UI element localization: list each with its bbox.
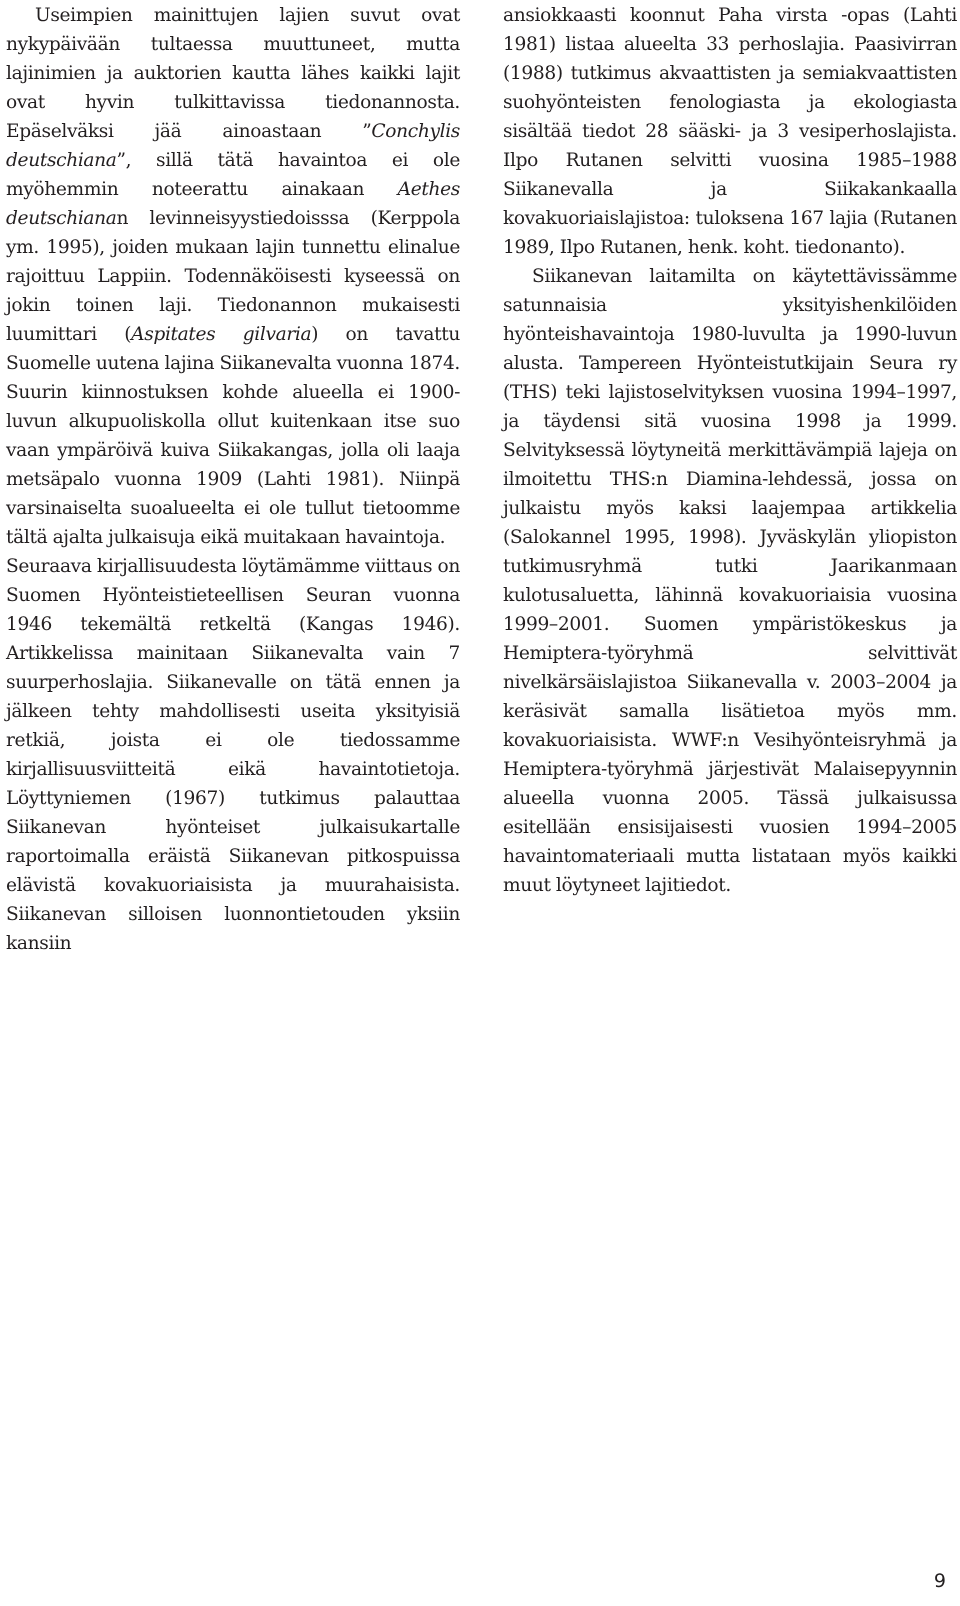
species-name-aspitates: Aspitates gilvaria	[131, 324, 312, 345]
paragraph-siikakangas: Suurin kiinnostuksen kohde alueella ei 1900-luvun alkupuoliskolla ollut kuitenkaan itse suo vaan ympäröivä kuiva Siikakangas, jolla oli laaja metsäpalo vuonna 1909 (Lahti 1981). Niinpä varsinaiselta suoalueelta ei ole tullut tietoomme tältä ajalta julkaisuja eikä muitakaan havaintoja.	[6, 382, 460, 548]
species-name-conchylis: Conchylis deutschiana	[6, 121, 460, 171]
paragraph-recent-surveys: Siikanevan laitamilta on käytettävissämme satunnaisia yksityishenkilöiden hyönteishavaintoja 1980-luvulta ja 1990-luvun alusta. Tampereen Hyönteistutkijain Seura ry (THS) teki lajistoselvityksen vuosina 1994–1997, ja täydensi sitä vuosina 1998 ja 1999. Selvityksessä löytyneitä merkittävämpiä lajeja on ilmoitettu THS:n Diamina-lehdessä, jossa on julkaistu myös kaksi laajempaa artikkelia (Salokannel 1995, 1998). Jyväskylän yliopiston tutkimusryhmä tutki Jaarikanmaan kulotusaluetta, lähinnä kovakuoriaisia vuosina 1999–2001. Suomen ympäristökeskus ja Hemiptera-työryhmä selvittivät nivelkärsäislajistoa Siikanevalla v. 2003–2004 ja keräsivät samalla lisätietoa myös mm. kovakuoriaisista. WWF:n Vesihyönteisryhmä ja Hemiptera-työryhmä järjestivät Malaisepyynnin alueella vuonna 2005. Tässä julkaisussa esitellään ensisijaisesti vuosien 1994–2005 havaintomateriaali mutta listataan myös kaikki muut löytyneet lajitiedot.	[503, 266, 957, 896]
paragraph-literature: Seuraava kirjallisuudesta löytämämme viittaus on Suomen Hyönteistieteellisen Seuran vuonna 1946 tekemältä retkeltä (Kangas 1946). Artikkelissa mainitaan Siikanevalta vain 7 suurperhoslajia. Siikanevalle on tätä ennen ja jälkeen tehty mahdollisesti useita yksityisiä retkiä, joista ei ole tiedossamme kirjallisuusviitteitä eikä havaintotietoja. Löyttyniemen (1967) tutkimus palauttaa Siikanevan hyönteiset julkaisukartalle raportoimalla eräistä Siikanevan pitkospuissa elävistä kovakuoriaisista ja muurahaisista. Siikanevan silloisen luonnontietouden yksiin kansiin	[6, 556, 460, 954]
paragraph-species-notes: Useimpien mainittujen lajien suvut ovat nykypäivään tultaessa muuttuneet, mutta lajinimien ja auktorien kautta lähes kaikki lajit ovat hyvin tulkittavissa tiedonannosta. Epäselväksi jää ainoastaan ”Conchylis deutschiana”, sillä tätä havaintoa ei ole myöhemmin noteerattu ainakaan Aethes deutschianan levinneisyystiedoisssa (Kerppola ym. 1995), joiden mukaan lajin tunnettu elinalue rajoittuu Lappiin. Todennäköisesti kyseessä on jokin toinen laji. Tiedonannon mukaisesti luumittari (Aspitates gilvaria) on tavattu Suomelle uutena lajina Siikanevalta vuonna 1874.	[6, 5, 460, 374]
species-name-aethes: Aethes deutschiana	[6, 179, 460, 229]
right-column	[503, 1, 957, 900]
page-number: 9	[933, 1570, 946, 1592]
paragraph-paha-virsta: ansiokkaasti koonnut Paha virsta -opas (Lahti 1981) listaa alueelta 33 perhoslajia. Paasivirran (1988) tutkimus akvaattisten ja semiakvaattisten suohyönteisten fenologiasta ja ekologiasta sisältää tiedot 28 sääski- ja 3 vesiperhoslajista. Ilpo Rutanen selvitti vuosina 1985–1988 Siikanevalla ja Siikakankaalla kovakuoriaislajistoa: tuloksena 167 lajia (Rutanen 1989, Ilpo Rutanen, henk. koht. tiedonanto).	[503, 5, 957, 258]
left-column	[6, 1, 460, 958]
